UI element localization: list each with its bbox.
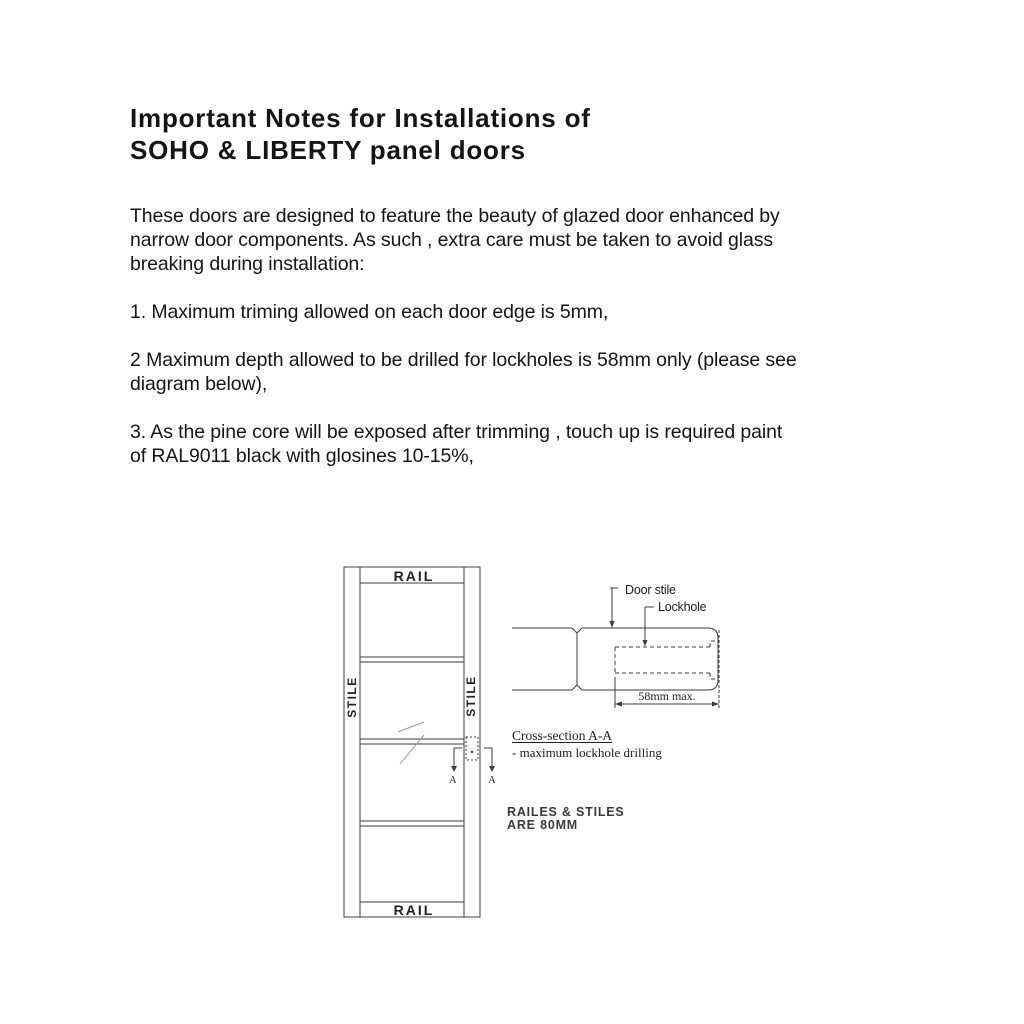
section-label-a-left: A — [449, 775, 457, 786]
door-stile-label: Door stile — [625, 583, 676, 597]
dimension-arrow-left-icon — [615, 702, 622, 707]
note-line: of RAL9011 black with glosines 10-15%, — [130, 445, 474, 467]
section-arrow-left-icon — [451, 766, 457, 772]
section-label-a-right: A — [488, 775, 496, 786]
note-line: 1. Maximum triming allowed on each door edge is 5mm, — [130, 301, 609, 323]
cross-section-subtitle: - maximum lockhole drilling — [512, 745, 662, 760]
note-item-3 — [130, 420, 782, 468]
rail-top-label: RAIL — [393, 568, 435, 584]
note-line: diagram below), — [130, 373, 268, 395]
dimension-arrow-right-icon — [712, 702, 719, 707]
intro-line: breaking during installation: — [130, 253, 365, 275]
mid-rail-2 — [360, 739, 464, 744]
rail-bottom-label: RAIL — [393, 902, 435, 918]
cross-section-caption — [512, 727, 662, 761]
note-line: 2 Maximum depth allowed to be drilled for lockholes is 58mm only (please see — [130, 349, 797, 371]
stile-right-label: STILE — [464, 675, 478, 717]
door-stile-leader — [610, 588, 618, 622]
lockhole-label: Lockhole — [658, 600, 707, 614]
intro-line: narrow door components. As such , extra care must be taken to avoid glass — [130, 229, 774, 251]
lockhole-section-outline — [615, 641, 717, 679]
glass-marks — [398, 722, 424, 764]
note-line: 3. As the pine core will be exposed after trimming , touch up is required paint — [130, 421, 783, 443]
lockhole-center-dot — [471, 751, 473, 753]
mid-rail-1 — [360, 657, 464, 662]
door-elevation-drawing — [330, 555, 500, 933]
stile-left-label: STILE — [345, 676, 359, 718]
lockhole-leader — [645, 607, 654, 641]
section-arrow-right-icon — [489, 766, 495, 772]
section-cut-right — [484, 748, 492, 766]
rails-note-line2: ARE 80MM — [507, 817, 578, 832]
stile-section-outline — [582, 628, 718, 690]
cross-section-title: Cross-section A-A — [512, 728, 613, 743]
door-panel-break — [512, 628, 582, 690]
section-cut-left — [454, 748, 462, 766]
rails-stiles-note — [507, 806, 625, 831]
intro-line: These doors are designed to feature the beauty of glazed door enhanced by — [130, 205, 780, 227]
note-item-1 — [130, 300, 608, 324]
note-item-2 — [130, 348, 797, 396]
door-outline — [344, 567, 480, 917]
mid-rail-3 — [360, 821, 464, 826]
page-title — [130, 102, 591, 166]
dimension-label: 58mm max. — [638, 689, 696, 703]
lockhole-arrow-icon — [643, 640, 648, 647]
cross-section-drawing — [505, 578, 740, 718]
lockhole-marker — [466, 737, 478, 760]
door-stile-arrow-icon — [610, 621, 615, 628]
rails-note-line1: RAILES & STILES — [507, 805, 625, 819]
page-title-line1: Important Notes for Installations of — [130, 103, 591, 133]
page-title-line2: SOHO & LIBERTY panel doors — [130, 135, 526, 165]
intro-paragraph — [130, 204, 780, 276]
